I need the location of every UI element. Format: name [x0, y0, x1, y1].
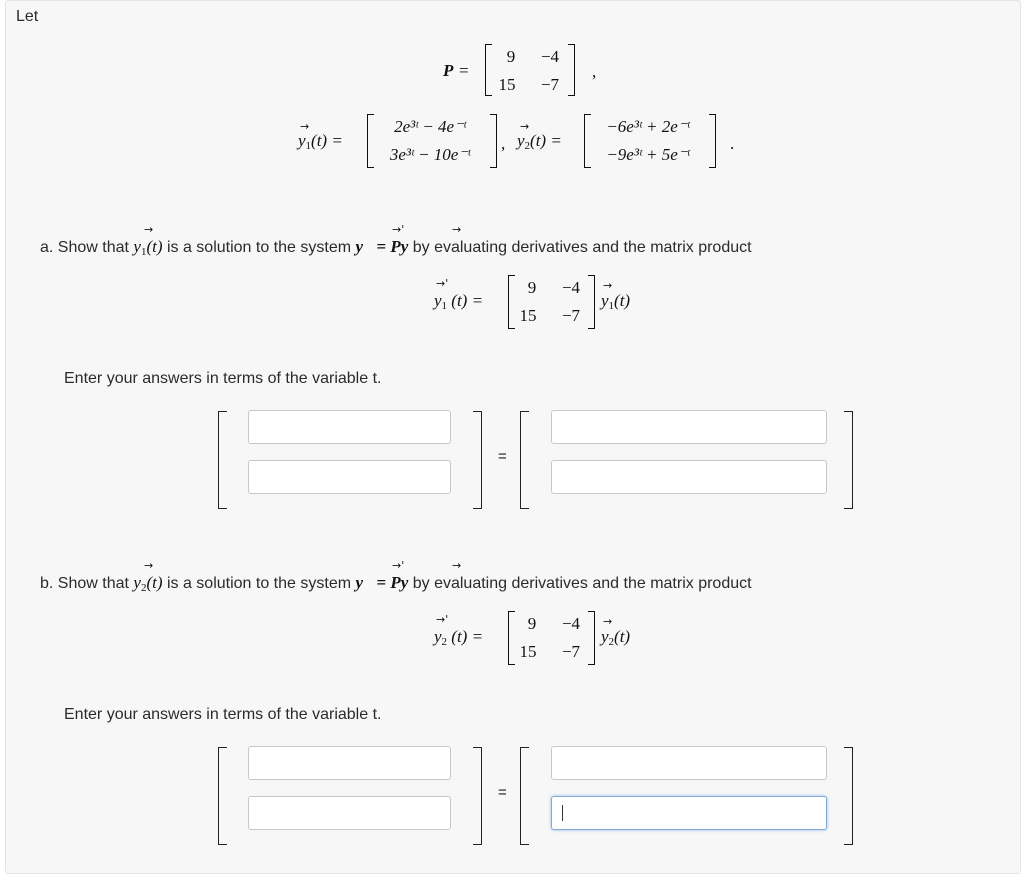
part-b-instruction: Enter your answers in terms of the variable t.: [64, 706, 382, 723]
part-b-answer-right-bracket-open: [520, 747, 529, 845]
matrix-p-left-bracket: [485, 44, 492, 96]
part-a-lhs-row-2-input[interactable]: [248, 460, 451, 494]
matrix-p-name: P: [443, 61, 454, 80]
y2-argument: (t) =: [530, 131, 562, 150]
part-a-post-text: by evaluating derivatives and the matrix product: [412, 239, 752, 256]
y1-argument: (t) =: [311, 131, 343, 150]
part-b-rhs-row-1-input[interactable]: [551, 746, 827, 780]
part-b-product-lhs-arg: (t) =: [451, 627, 484, 646]
part-a-instruction: Enter your answers in terms of the variable t.: [64, 370, 382, 387]
part-b-system-lhs: y: [355, 573, 364, 592]
part-b-lhs-row-2-input[interactable]: [248, 796, 451, 830]
part-b-product-lhs-sub: 2: [441, 636, 448, 648]
part-b-rhs-row-2-input[interactable]: [551, 796, 827, 830]
part-b-lhs-row-1-input[interactable]: [248, 746, 451, 780]
matrix-p-cell: −4: [540, 47, 560, 66]
definition-trailing-period: .: [730, 134, 735, 153]
text-cursor: [562, 805, 563, 821]
part-b-answer-left-bracket-open: [218, 747, 227, 845]
part-b-matrix-cell: 15: [519, 642, 537, 661]
y1-symbol: y: [298, 131, 306, 150]
part-b-matrix-cell: −7: [561, 642, 581, 661]
part-a-product-lhs-sub: 1: [441, 300, 448, 312]
matrix-p-right-bracket: [568, 44, 575, 96]
part-a-product-rhs-sub: 1: [608, 300, 615, 312]
part-b-product-lhs: y: [434, 627, 442, 646]
part-a-fn-arg: (t): [146, 237, 163, 256]
vector-arrow-icon: →: [300, 120, 310, 133]
vector-arrow-icon: →: [144, 223, 154, 236]
part-a-answer-right-bracket-close: [844, 411, 853, 509]
vector-arrow-icon: →: [144, 559, 154, 572]
y1-row-1: 2e³ᵗ − 4e⁻ᵗ: [394, 117, 466, 136]
matrix-p-cell: 15: [498, 75, 516, 94]
y2-symbol: y: [517, 131, 525, 150]
y1-subscript: 1: [305, 140, 312, 152]
part-a-matrix-cell: −4: [561, 278, 581, 297]
part-b-fn-sub: 2: [140, 582, 147, 594]
part-a-matrix-right-bracket: [588, 275, 595, 329]
problem-panel: [5, 0, 1021, 874]
part-b-product-rhs-sub: 2: [608, 636, 615, 648]
part-b-fn-arg: (t): [146, 573, 163, 592]
matrix-p-cell: 9: [506, 47, 516, 66]
part-a-product-rhs-arg: (t): [614, 291, 631, 310]
part-a-equals-sign: =: [498, 448, 507, 465]
part-b-matrix-cell: −4: [561, 614, 581, 633]
part-a-matrix-cell: 15: [519, 306, 537, 325]
part-b-matrix-cell: 9: [527, 614, 537, 633]
vector-arrow-icon: →': [392, 559, 405, 572]
part-a-lhs-row-1-input[interactable]: [248, 410, 451, 444]
vector-arrow-icon: →: [520, 120, 530, 133]
part-a-rhs-row-2-input[interactable]: [551, 460, 827, 494]
vector-arrow-icon: →': [436, 277, 449, 290]
part-a-answer-right-bracket-open: [520, 411, 529, 509]
part-a-fn-sub: 1: [140, 246, 147, 258]
y2-subscript: 2: [524, 140, 531, 152]
part-b-post-text: by evaluating derivatives and the matrix product: [412, 575, 752, 592]
vector-arrow-icon: →: [603, 279, 613, 292]
y2-right-bracket: [709, 114, 716, 168]
part-b-answer-left-bracket-close: [473, 747, 482, 845]
part-b-mid-text: is a solution to the system: [166, 575, 352, 592]
definition-separator: ,: [501, 134, 506, 153]
part-a-system-lhs: y: [355, 237, 364, 256]
matrix-p-cell: −7: [540, 75, 560, 94]
part-b-system-rhs: = Py: [376, 573, 409, 592]
y1-row-2: 3e³ᵗ − 10e⁻ᵗ: [389, 145, 471, 164]
y1-right-bracket: [490, 114, 497, 168]
part-a-fn: y: [133, 237, 141, 256]
part-b-equals-sign: =: [498, 784, 507, 801]
intro-text: Let: [16, 8, 39, 25]
part-a-answer-left-bracket-close: [473, 411, 482, 509]
part-b-product-rhs: y: [601, 627, 609, 646]
part-a-label: a. Show that: [40, 239, 129, 256]
part-a-product-lhs: y: [434, 291, 442, 310]
part-b-product-rhs-arg: (t): [614, 627, 631, 646]
matrix-p-trailing-comma: ,: [592, 62, 597, 81]
vector-arrow-icon: →: [452, 223, 462, 236]
y2-row-1: −6e³ᵗ + 2e⁻ᵗ: [606, 117, 690, 136]
part-a-rhs-row-1-input[interactable]: [551, 410, 827, 444]
part-b-fn: y: [133, 573, 141, 592]
part-a-product-rhs: y: [601, 291, 609, 310]
vector-arrow-icon: →': [392, 223, 405, 236]
part-a-matrix-cell: 9: [527, 278, 537, 297]
part-b-matrix-right-bracket: [588, 611, 595, 665]
part-a-matrix-cell: −7: [561, 306, 581, 325]
matrix-p-equals: =: [459, 61, 469, 80]
y2-row-2: −9e³ᵗ + 5e⁻ᵗ: [606, 145, 690, 164]
part-b-label: b. Show that: [40, 575, 129, 592]
part-b-answer-right-bracket-close: [844, 747, 853, 845]
vector-arrow-icon: →: [452, 559, 462, 572]
part-a-mid-text: is a solution to the system: [166, 239, 352, 256]
part-a-system-rhs: = Py: [376, 237, 409, 256]
vector-arrow-icon: →: [603, 615, 613, 628]
part-a-answer-left-bracket-open: [218, 411, 227, 509]
vector-arrow-icon: →': [436, 613, 449, 626]
part-a-product-lhs-arg: (t) =: [451, 291, 484, 310]
